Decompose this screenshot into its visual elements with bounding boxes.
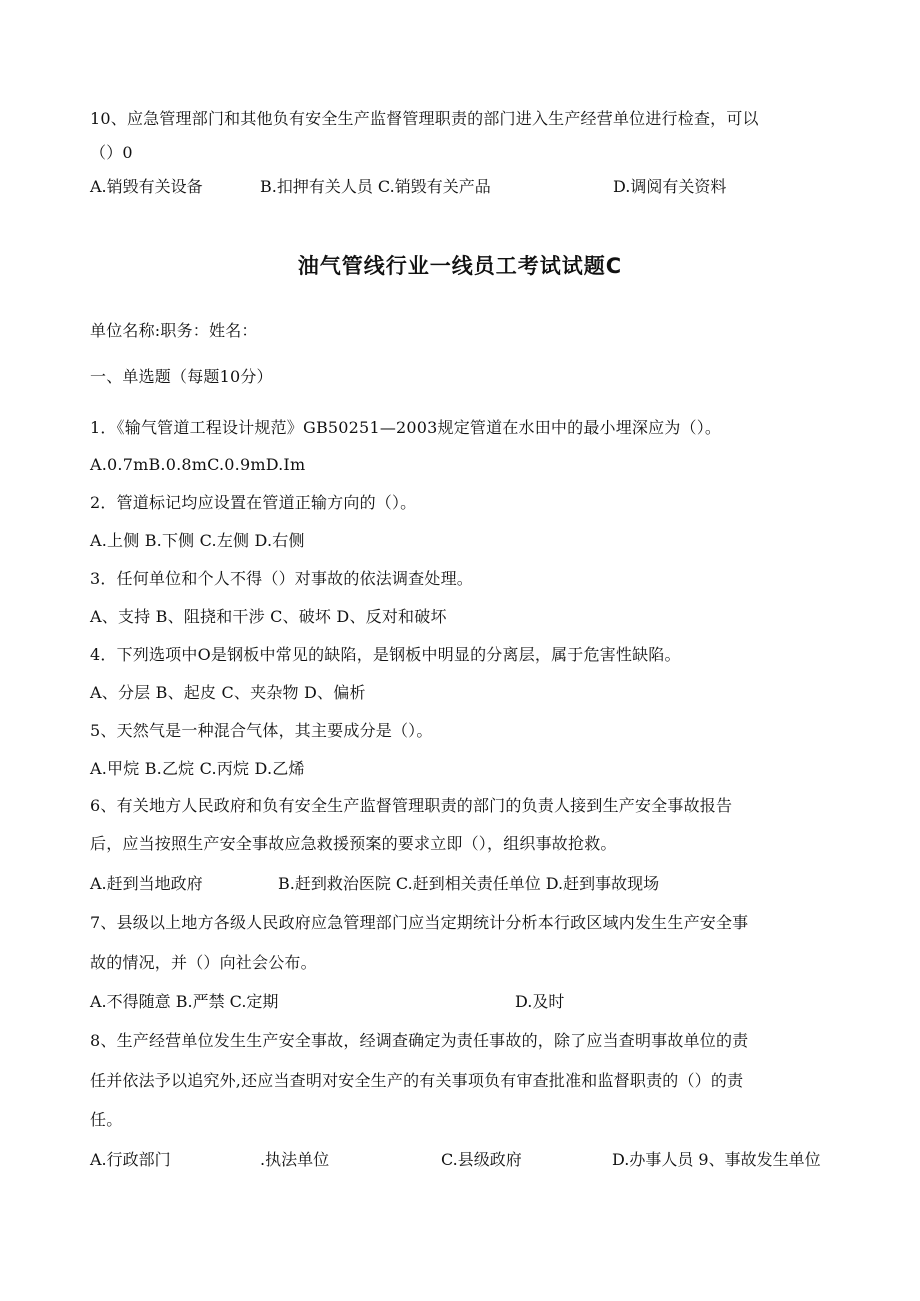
question-10-line-2: （）0 <box>90 143 133 162</box>
question-7-option-abc: A.不得随意 B.严禁 C.定期 <box>90 992 279 1011</box>
exam-title: 油气管线行业一线员工考试试题C <box>297 254 623 278</box>
question-6-line-2: 后，应当按照生产安全事故应急救援预案的要求立即（），组织事故抢救。 <box>90 834 617 853</box>
question-2: 2．管道标记均应设置在管道正输方向的（）。 <box>90 493 417 512</box>
question-3: 3．任何单位和个人不得（）对事故的依法调查处理。 <box>90 569 473 588</box>
question-6-line-1: 6、有关地方人民政府和负有安全生产监督管理职责的部门的负责人接到生产安全事故报告 <box>90 796 733 815</box>
question-8-option-d: D.办事人员 9、事故发生单位 <box>612 1150 821 1169</box>
question-8-line-3: 任。 <box>90 1110 123 1129</box>
question-7-line-1: 7、县级以上地方各级人民政府应急管理部门应当定期统计分析本行政区域内发生生产安全事 <box>90 913 749 932</box>
question-3-options: A、支持 B、阻挠和干涉 C、破坏 D、反对和破坏 <box>90 607 447 626</box>
exam-info-line: 单位名称:职务：姓名： <box>90 321 258 340</box>
question-10-option-d: D.调阅有关资料 <box>613 177 727 196</box>
question-10-option-bc: B.扣押有关人员 C.销毁有关产品 <box>260 177 491 196</box>
question-8-line-2: 任并依法予以追究外,还应当查明对安全生产的有关事项负有审查批准和监督职责的（）的责 <box>90 1071 744 1090</box>
question-4-options: A、分层 B、起皮 C、夹杂物 D、偏析 <box>90 683 366 702</box>
question-7-line-2: 故的情况，并（）向社会公布。 <box>90 953 317 972</box>
question-4: 4．下列选项中O是钢板中常见的缺陷，是钢板中明显的分离层，属于危害性缺陷。 <box>90 645 681 664</box>
question-8-option-c: C.县级政府 <box>441 1150 522 1169</box>
section-heading: 一、单选题（每题10分） <box>90 367 273 386</box>
question-8-line-1: 8、生产经营单位发生生产安全事故，经调查确定为责任事故的，除了应当查明事故单位的责 <box>90 1031 749 1050</box>
question-6-option-a: A.赶到当地政府 <box>90 874 203 893</box>
question-6-option-bcd: B.赶到救治医院 C.赶到相关责任单位 D.赶到事故现场 <box>278 874 660 893</box>
question-10-line-1: 10、应急管理部门和其他负有安全生产监督管理职责的部门进入生产经营单位进行检查，可以 <box>90 109 759 128</box>
question-8-option-b: .执法单位 <box>260 1150 330 1169</box>
question-2-options: A.上侧 B.下侧 C.左侧 D.右侧 <box>90 531 305 550</box>
question-5-options: A.甲烷 B.乙烷 C.丙烷 D.乙烯 <box>90 759 305 778</box>
question-1: 1．《输气管道工程设计规范》GB50251—2003规定管道在水田中的最小埋深应为（）。 <box>90 418 722 437</box>
question-10-option-a: A.销毁有关设备 <box>90 177 203 196</box>
question-5: 5、天然气是一种混合气体，其主要成分是（）。 <box>90 721 433 740</box>
question-7-option-d: D.及时 <box>515 992 565 1011</box>
question-8-option-a: A.行政部门 <box>90 1150 171 1169</box>
question-1-options: A.0.7mB.0.8mC.0.9mD.Im <box>90 455 306 474</box>
